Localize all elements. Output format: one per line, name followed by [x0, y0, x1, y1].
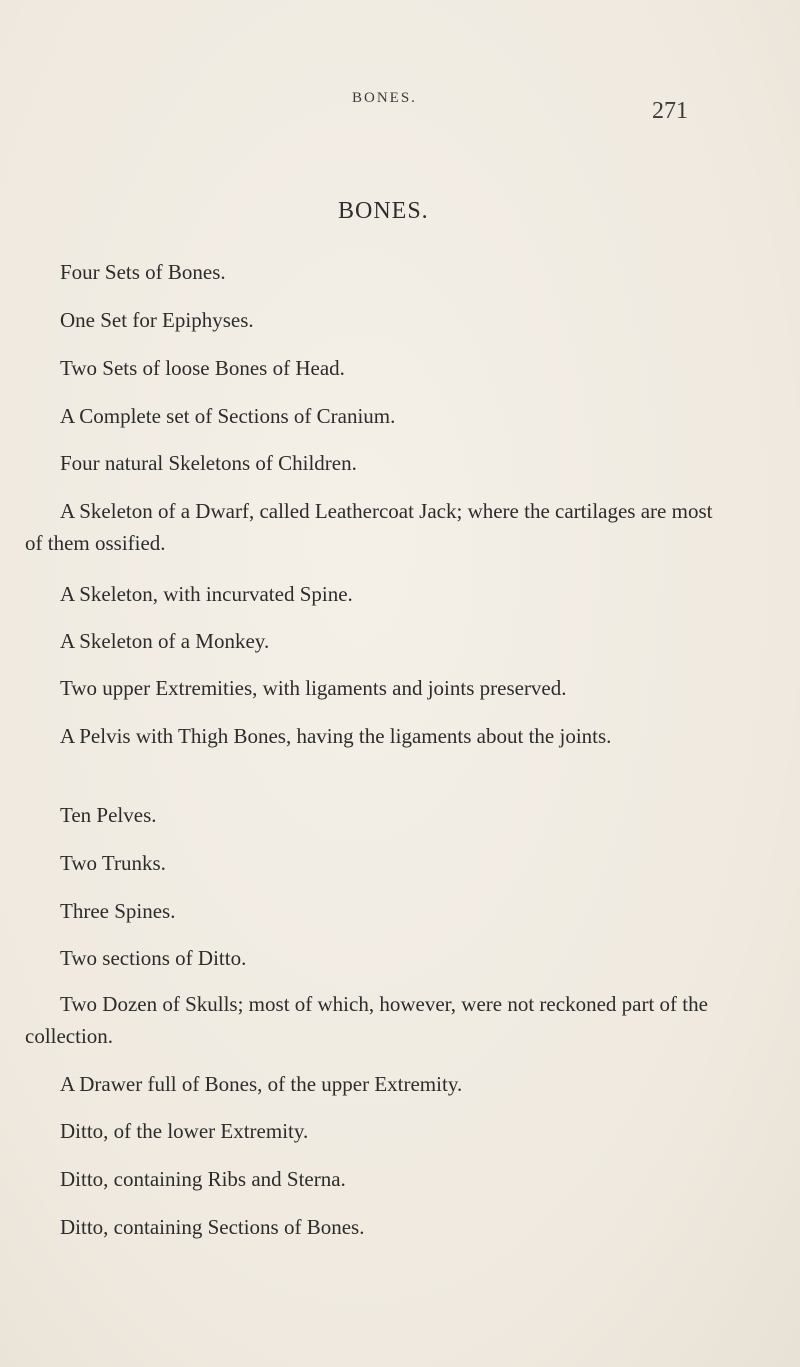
list-item: Ditto, of the lower Extremity. — [60, 1119, 309, 1143]
page-number: 271 — [652, 98, 688, 124]
list-item: Ditto, containing Ribs and Sterna. — [60, 1167, 346, 1191]
section-title: BONES. — [338, 198, 429, 224]
list-item: Two Dozen of Skulls; most of which, however, were not reckoned part of the collection. — [25, 992, 708, 1048]
list-item: Four natural Skeletons of Children. — [60, 451, 357, 475]
list-item: A Drawer full of Bones, of the upper Extremity. — [60, 1072, 463, 1096]
list-item: Ditto, containing Sections of Bones. — [60, 1215, 365, 1239]
list-item: Four Sets of Bones. — [60, 260, 226, 284]
list-item: A Skeleton of a Dwarf, called Leathercoat Jack; where the cartilages are most of them ossified. — [25, 499, 713, 555]
running-head: BONES. — [352, 90, 417, 106]
list-item: Two sections of Ditto. — [60, 946, 247, 970]
list-item: Two Trunks. — [60, 851, 166, 875]
list-item: One Set for Epiphyses. — [60, 308, 254, 332]
list-item: A Pelvis with Thigh Bones, having the ligaments about the joints. — [60, 724, 612, 748]
list-item: A Complete set of Sections of Cranium. — [60, 404, 396, 428]
list-item: A Skeleton of a Monkey. — [60, 629, 270, 653]
list-item: Three Spines. — [60, 899, 176, 923]
list-item: Two Sets of loose Bones of Head. — [60, 356, 345, 380]
list-item: A Skeleton, with incurvated Spine. — [60, 582, 353, 606]
list-item: Ten Pelves. — [60, 803, 157, 827]
list-item: Two upper Extremities, with ligaments and joints preserved. — [60, 676, 567, 700]
